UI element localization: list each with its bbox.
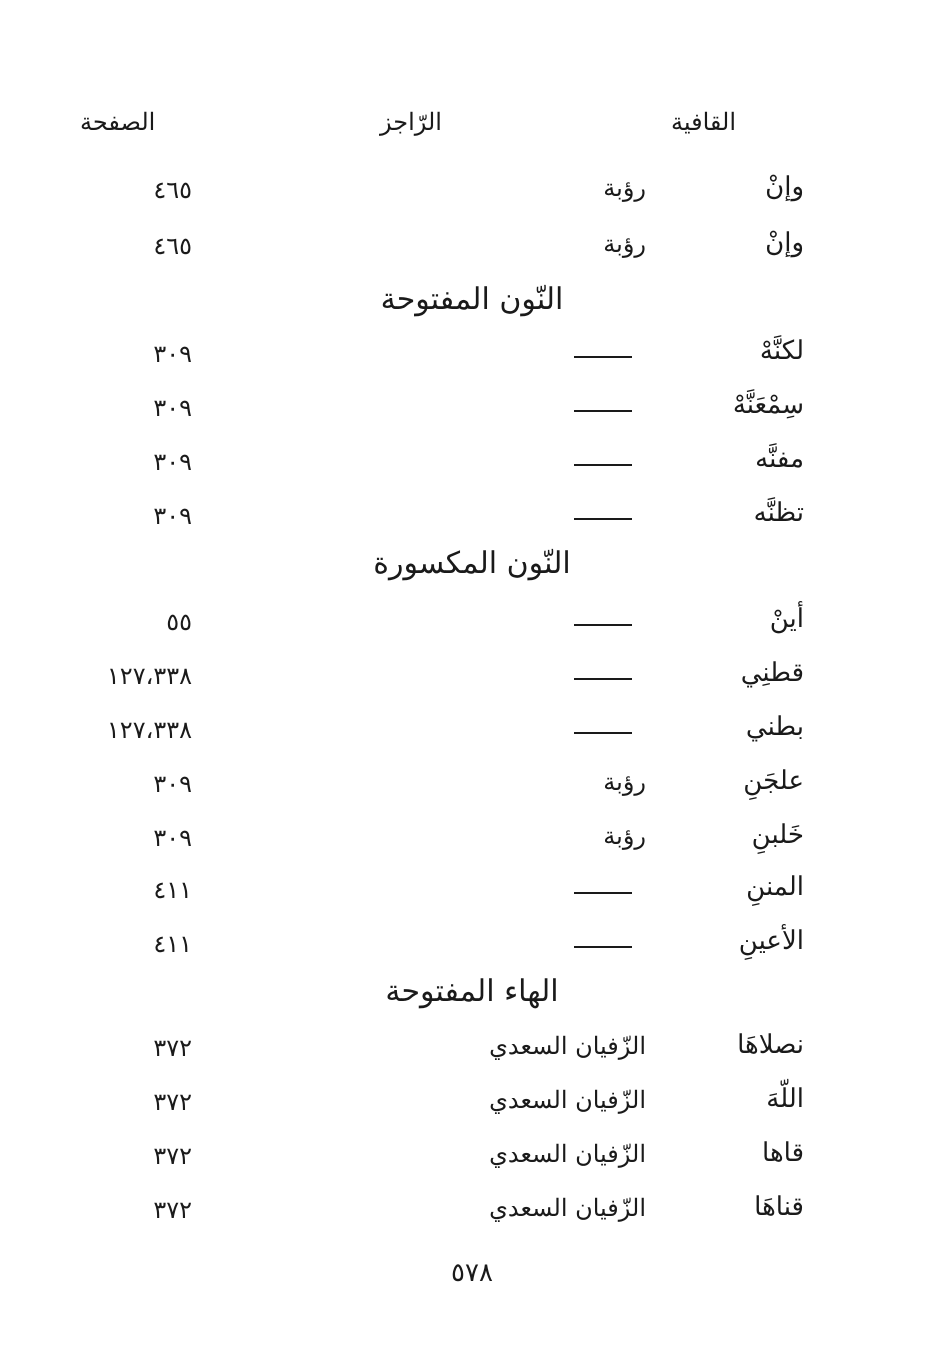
qafiya-cell: وإنْ (765, 228, 804, 258)
qafiya-cell: قطنِي (740, 658, 804, 688)
page-cell: ٤١١ (153, 876, 192, 904)
header-rajiz: الرّاجز (380, 108, 442, 136)
qafiya-cell: سِمْعَنَّهْ (732, 390, 804, 420)
header-qafiya: القافية (670, 108, 736, 136)
page-cell: ٣٧٢ (153, 1088, 192, 1116)
page-cell: ٣٠٩ (153, 824, 192, 852)
rajiz-cell: رؤبة (603, 822, 646, 850)
table-row (0, 172, 944, 216)
table-row (0, 604, 944, 648)
empty-rajiz-dash (574, 892, 632, 894)
rajiz-cell: رؤبة (603, 174, 646, 202)
table-row (0, 926, 944, 970)
empty-rajiz-dash (574, 356, 632, 358)
table-row (0, 658, 944, 702)
qafiya-cell: المننِ (746, 872, 804, 902)
page-cell: ٣٠٩ (153, 394, 192, 422)
page-cell: ٣٠٩ (153, 770, 192, 798)
empty-rajiz-dash (574, 946, 632, 948)
table-row (0, 766, 944, 810)
qafiya-cell: تظنَّه (753, 498, 804, 528)
page-cell: ١٢٧،٣٣٨ (106, 716, 192, 744)
qafiya-cell: قاها (762, 1138, 804, 1168)
page-cell: ٤١١ (153, 930, 192, 958)
qafiya-cell: اللّهَ (766, 1084, 804, 1114)
rajiz-cell: الزّفيان السعدي (489, 1086, 646, 1114)
table-row (0, 390, 944, 434)
table-row (0, 872, 944, 916)
table-row (0, 820, 944, 864)
header-page: الصفحة (80, 108, 156, 136)
rajiz-cell: الزّفيان السعدي (489, 1032, 646, 1060)
qafiya-cell: علجَنِ (743, 766, 804, 796)
qafiya-cell: الأعينِ (738, 926, 804, 956)
empty-rajiz-dash (574, 678, 632, 680)
section-heading: النّون المكسورة (373, 546, 571, 581)
page-cell: ٣٧٢ (153, 1142, 192, 1170)
table-row (0, 498, 944, 542)
table-row (0, 1084, 944, 1128)
section-heading: النّون المفتوحة (380, 282, 564, 317)
page-cell: ٣٠٩ (153, 448, 192, 476)
section-heading: الهاء المفتوحة (385, 974, 559, 1009)
page-cell: ٥٥ (166, 608, 192, 636)
page-cell: ٣٠٩ (153, 502, 192, 530)
qafiya-cell: خَلبنِ (751, 820, 804, 850)
table-row (0, 228, 944, 272)
empty-rajiz-dash (574, 464, 632, 466)
qafiya-cell: لكنَّهْ (759, 336, 804, 366)
qafiya-cell: مفنَّه (755, 444, 804, 474)
page-cell: ١٢٧،٣٣٨ (106, 662, 192, 690)
rajiz-cell: رؤبة (603, 768, 646, 796)
table-row (0, 1138, 944, 1182)
qafiya-cell: بطني (745, 712, 804, 742)
table-row (0, 336, 944, 380)
empty-rajiz-dash (574, 518, 632, 520)
table-row (0, 444, 944, 488)
table-row (0, 1030, 944, 1074)
page-cell: ٣٧٢ (153, 1196, 192, 1224)
page-cell: ٤٦٥ (153, 176, 192, 204)
empty-rajiz-dash (574, 624, 632, 626)
page-cell: ٣٧٢ (153, 1034, 192, 1062)
empty-rajiz-dash (574, 410, 632, 412)
page-cell: ٤٦٥ (153, 232, 192, 260)
rajiz-cell: رؤبة (603, 230, 646, 258)
rajiz-cell: الزّفيان السعدي (489, 1194, 646, 1222)
rajiz-cell: الزّفيان السعدي (489, 1140, 646, 1168)
page-cell: ٣٠٩ (153, 340, 192, 368)
qafiya-cell: وإنْ (765, 172, 804, 202)
qafiya-cell: أينْ (769, 604, 804, 634)
qafiya-cell: نصلاهَا (737, 1030, 804, 1060)
empty-rajiz-dash (574, 732, 632, 734)
page-number: ٥٧٨ (451, 1258, 493, 1288)
qafiya-cell: قناهَا (754, 1192, 804, 1222)
table-row (0, 712, 944, 756)
table-row (0, 1192, 944, 1236)
